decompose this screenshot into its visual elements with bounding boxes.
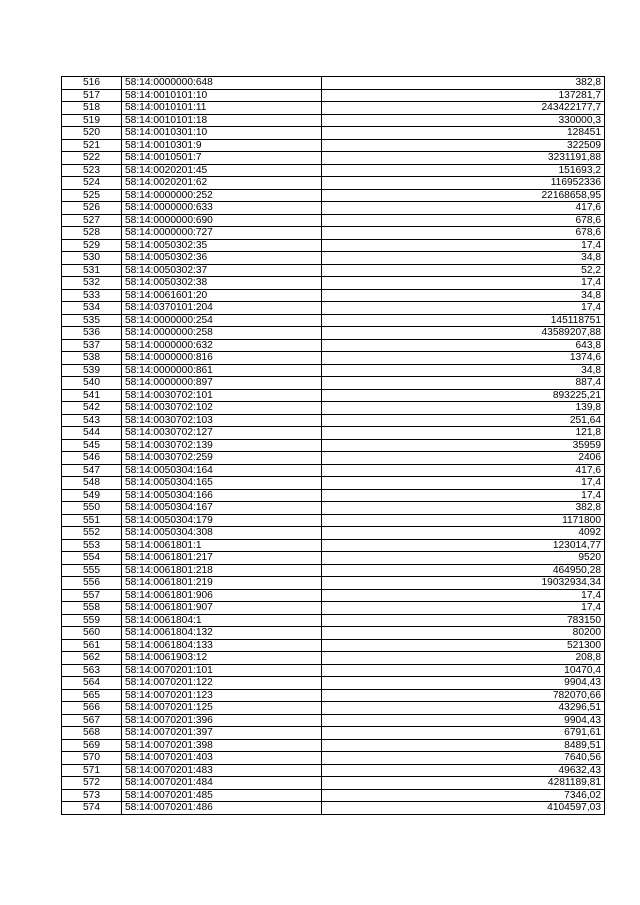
data-table: [61, 76, 605, 815]
row-number: 544: [62, 427, 122, 440]
value-cell: 7346,02: [322, 789, 605, 802]
row-number: 534: [62, 302, 122, 315]
value-cell: 8489,51: [322, 739, 605, 752]
row-number: 553: [62, 539, 122, 552]
table-row: [62, 389, 605, 402]
cadastral-number: 58:14:0061801:217: [122, 552, 322, 565]
value-cell: 243422177,7: [322, 102, 605, 115]
value-cell: 382,8: [322, 502, 605, 515]
table-row: [62, 477, 605, 490]
cadastral-number: 58:14:0050302:36: [122, 252, 322, 265]
cadastral-number: 58:14:0070201:486: [122, 802, 322, 815]
cadastral-number: 58:14:0000000:727: [122, 227, 322, 240]
cadastral-number: 58:14:0050304:308: [122, 527, 322, 540]
table-row: [62, 264, 605, 277]
table-row: [62, 539, 605, 552]
value-cell: 887,4: [322, 377, 605, 390]
table-row: [62, 302, 605, 315]
value-cell: 35959: [322, 439, 605, 452]
row-number: 528: [62, 227, 122, 240]
value-cell: 139,8: [322, 402, 605, 415]
table-row: [62, 739, 605, 752]
cadastral-number: 58:14:0070201:101: [122, 664, 322, 677]
row-number: 529: [62, 239, 122, 252]
cadastral-number: 58:14:0010301:9: [122, 139, 322, 152]
table-row: [62, 777, 605, 790]
cadastral-number: 58:14:0000000:816: [122, 352, 322, 365]
value-cell: 783150: [322, 614, 605, 627]
cadastral-number: 58:14:0061801:219: [122, 577, 322, 590]
cadastral-number: 58:14:0061903:12: [122, 652, 322, 665]
table-row: [62, 489, 605, 502]
value-cell: 151693,2: [322, 164, 605, 177]
table-row: [62, 552, 605, 565]
row-number: 531: [62, 264, 122, 277]
table-row: [62, 602, 605, 615]
value-cell: 123014,77: [322, 539, 605, 552]
table-row: [62, 102, 605, 115]
row-number: 545: [62, 439, 122, 452]
table-row: [62, 139, 605, 152]
cadastral-number: 58:14:0000000:252: [122, 189, 322, 202]
row-number: 543: [62, 414, 122, 427]
value-cell: 17,4: [322, 239, 605, 252]
cadastral-number: 58:14:0070201:484: [122, 777, 322, 790]
cadastral-number: 58:14:0070201:123: [122, 689, 322, 702]
row-number: 557: [62, 589, 122, 602]
cadastral-number: 58:14:0050302:35: [122, 239, 322, 252]
table-row: [62, 439, 605, 452]
cadastral-number: 58:14:0000000:254: [122, 314, 322, 327]
row-number: 556: [62, 577, 122, 590]
table-row: [62, 239, 605, 252]
cadastral-number: 58:14:0061804:132: [122, 627, 322, 640]
row-number: 516: [62, 77, 122, 90]
table-row: [62, 364, 605, 377]
cadastral-number: 58:14:0000000:690: [122, 214, 322, 227]
table-row: [62, 414, 605, 427]
cadastral-number: 58:14:0061801:906: [122, 589, 322, 602]
table-row: [62, 789, 605, 802]
table-row: [62, 177, 605, 190]
row-number: 568: [62, 727, 122, 740]
row-number: 550: [62, 502, 122, 515]
value-cell: 251,64: [322, 414, 605, 427]
value-cell: 17,4: [322, 602, 605, 615]
row-number: 571: [62, 764, 122, 777]
value-cell: 9520: [322, 552, 605, 565]
table-row: [62, 627, 605, 640]
table-row: [62, 377, 605, 390]
table-row: [62, 752, 605, 765]
value-cell: 208,8: [322, 652, 605, 665]
row-number: 517: [62, 89, 122, 102]
cadastral-number: 58:14:0050304:179: [122, 514, 322, 527]
value-cell: 417,6: [322, 202, 605, 215]
value-cell: 128451: [322, 127, 605, 140]
value-cell: 9904,43: [322, 677, 605, 690]
value-cell: 145118751: [322, 314, 605, 327]
value-cell: 6791,61: [322, 727, 605, 740]
row-number: 541: [62, 389, 122, 402]
value-cell: 9904,43: [322, 714, 605, 727]
table-row: [62, 677, 605, 690]
table-row: [62, 189, 605, 202]
table-row: [62, 77, 605, 90]
cadastral-number: 58:14:0061601:20: [122, 289, 322, 302]
value-cell: 417,6: [322, 464, 605, 477]
value-cell: 10470,4: [322, 664, 605, 677]
cadastral-number: 58:14:0030702:102: [122, 402, 322, 415]
row-number: 525: [62, 189, 122, 202]
cadastral-number: 58:14:0030702:259: [122, 452, 322, 465]
table-row: [62, 202, 605, 215]
cadastral-number: 58:14:0050304:164: [122, 464, 322, 477]
row-number: 533: [62, 289, 122, 302]
value-cell: 330000,3: [322, 114, 605, 127]
row-number: 573: [62, 789, 122, 802]
row-number: 518: [62, 102, 122, 115]
cadastral-number: 58:14:0070201:122: [122, 677, 322, 690]
table-row: [62, 89, 605, 102]
value-cell: 1171800: [322, 514, 605, 527]
table-row: [62, 614, 605, 627]
value-cell: 322509: [322, 139, 605, 152]
table-row: [62, 314, 605, 327]
table-row: [62, 427, 605, 440]
value-cell: 17,4: [322, 302, 605, 315]
value-cell: 80200: [322, 627, 605, 640]
row-number: 561: [62, 639, 122, 652]
row-number: 555: [62, 564, 122, 577]
row-number: 548: [62, 477, 122, 490]
cadastral-number: 58:14:0061801:1: [122, 539, 322, 552]
table-row: [62, 727, 605, 740]
row-number: 520: [62, 127, 122, 140]
table-row: [62, 514, 605, 527]
value-cell: 782070,66: [322, 689, 605, 702]
cadastral-number: 58:14:0030702:139: [122, 439, 322, 452]
cadastral-number: 58:14:0010101:18: [122, 114, 322, 127]
cadastral-number: 58:14:0010501:7: [122, 152, 322, 165]
row-number: 551: [62, 514, 122, 527]
value-cell: 464950,28: [322, 564, 605, 577]
table-row: [62, 464, 605, 477]
table-row: [62, 589, 605, 602]
row-number: 554: [62, 552, 122, 565]
table-row: [62, 152, 605, 165]
row-number: 567: [62, 714, 122, 727]
row-number: 546: [62, 452, 122, 465]
value-cell: 2406: [322, 452, 605, 465]
cadastral-number: 58:14:0070201:403: [122, 752, 322, 765]
row-number: 566: [62, 702, 122, 715]
cadastral-number: 58:14:0050304:166: [122, 489, 322, 502]
row-number: 538: [62, 352, 122, 365]
table-body: [62, 77, 605, 815]
value-cell: 893225,21: [322, 389, 605, 402]
cadastral-number: 58:14:0000000:258: [122, 327, 322, 340]
cadastral-number: 58:14:0050302:37: [122, 264, 322, 277]
value-cell: 521300: [322, 639, 605, 652]
value-cell: 643,8: [322, 339, 605, 352]
value-cell: 678,6: [322, 214, 605, 227]
cadastral-number: 58:14:0000000:648: [122, 77, 322, 90]
row-number: 574: [62, 802, 122, 815]
cadastral-number: 58:14:0370101:204: [122, 302, 322, 315]
row-number: 523: [62, 164, 122, 177]
row-number: 563: [62, 664, 122, 677]
value-cell: 43296,51: [322, 702, 605, 715]
row-number: 562: [62, 652, 122, 665]
value-cell: 137281,7: [322, 89, 605, 102]
cadastral-number: 58:14:0070201:125: [122, 702, 322, 715]
row-number: 549: [62, 489, 122, 502]
row-number: 536: [62, 327, 122, 340]
value-cell: 116952336: [322, 177, 605, 190]
table-row: [62, 289, 605, 302]
table-row: [62, 402, 605, 415]
value-cell: 121,8: [322, 427, 605, 440]
cadastral-number: 58:14:0061804:133: [122, 639, 322, 652]
value-cell: 1374,6: [322, 352, 605, 365]
table-row: [62, 452, 605, 465]
cadastral-number: 58:14:0050304:167: [122, 502, 322, 515]
table-row: [62, 702, 605, 715]
value-cell: 17,4: [322, 489, 605, 502]
cadastral-number: 58:14:0061801:218: [122, 564, 322, 577]
row-number: 519: [62, 114, 122, 127]
row-number: 569: [62, 739, 122, 752]
row-number: 522: [62, 152, 122, 165]
table-row: [62, 527, 605, 540]
row-number: 530: [62, 252, 122, 265]
cadastral-number: 58:14:0000000:897: [122, 377, 322, 390]
row-number: 539: [62, 364, 122, 377]
cadastral-number: 58:14:0070201:397: [122, 727, 322, 740]
cadastral-number: 58:14:0061804:1: [122, 614, 322, 627]
row-number: 537: [62, 339, 122, 352]
document-page: [61, 76, 604, 815]
row-number: 527: [62, 214, 122, 227]
cadastral-number: 58:14:0070201:483: [122, 764, 322, 777]
row-number: 564: [62, 677, 122, 690]
table-row: [62, 227, 605, 240]
value-cell: 3231191,88: [322, 152, 605, 165]
table-row: [62, 214, 605, 227]
table-row: [62, 114, 605, 127]
cadastral-number: 58:14:0070201:485: [122, 789, 322, 802]
row-number: 526: [62, 202, 122, 215]
table-row: [62, 277, 605, 290]
value-cell: 52,2: [322, 264, 605, 277]
row-number: 535: [62, 314, 122, 327]
table-row: [62, 689, 605, 702]
value-cell: 19032934,34: [322, 577, 605, 590]
table-row: [62, 564, 605, 577]
row-number: 521: [62, 139, 122, 152]
table-row: [62, 327, 605, 340]
cadastral-number: 58:14:0030702:101: [122, 389, 322, 402]
value-cell: 34,8: [322, 289, 605, 302]
cadastral-number: 58:14:0010101:11: [122, 102, 322, 115]
cadastral-number: 58:14:0050302:38: [122, 277, 322, 290]
cadastral-number: 58:14:0030702:127: [122, 427, 322, 440]
cadastral-number: 58:14:0030702:103: [122, 414, 322, 427]
value-cell: 382,8: [322, 77, 605, 90]
cadastral-number: 58:14:0070201:398: [122, 739, 322, 752]
table-row: [62, 652, 605, 665]
table-row: [62, 252, 605, 265]
cadastral-number: 58:14:0010301:10: [122, 127, 322, 140]
table-row: [62, 764, 605, 777]
row-number: 558: [62, 602, 122, 615]
table-row: [62, 502, 605, 515]
row-number: 570: [62, 752, 122, 765]
row-number: 565: [62, 689, 122, 702]
value-cell: 7640,56: [322, 752, 605, 765]
table-row: [62, 639, 605, 652]
row-number: 559: [62, 614, 122, 627]
cadastral-number: 58:14:0020201:45: [122, 164, 322, 177]
table-row: [62, 714, 605, 727]
row-number: 524: [62, 177, 122, 190]
cadastral-number: 58:14:0070201:396: [122, 714, 322, 727]
row-number: 542: [62, 402, 122, 415]
value-cell: 4281189,81: [322, 777, 605, 790]
row-number: 552: [62, 527, 122, 540]
row-number: 540: [62, 377, 122, 390]
value-cell: 34,8: [322, 364, 605, 377]
row-number: 572: [62, 777, 122, 790]
table-row: [62, 352, 605, 365]
value-cell: 49632,43: [322, 764, 605, 777]
value-cell: 4092: [322, 527, 605, 540]
table-row: [62, 664, 605, 677]
value-cell: 17,4: [322, 589, 605, 602]
cadastral-number: 58:14:0000000:861: [122, 364, 322, 377]
cadastral-number: 58:14:0061801:907: [122, 602, 322, 615]
cadastral-number: 58:14:0020201:62: [122, 177, 322, 190]
cadastral-number: 58:14:0000000:633: [122, 202, 322, 215]
value-cell: 22168658,95: [322, 189, 605, 202]
value-cell: 17,4: [322, 277, 605, 290]
cadastral-number: 58:14:0050304:165: [122, 477, 322, 490]
table-row: [62, 127, 605, 140]
cadastral-number: 58:14:0000000:632: [122, 339, 322, 352]
table-row: [62, 802, 605, 815]
cadastral-number: 58:14:0010101:10: [122, 89, 322, 102]
value-cell: 34,8: [322, 252, 605, 265]
value-cell: 678,6: [322, 227, 605, 240]
table-row: [62, 339, 605, 352]
table-row: [62, 577, 605, 590]
value-cell: 43589207,88: [322, 327, 605, 340]
table-row: [62, 164, 605, 177]
value-cell: 17,4: [322, 477, 605, 490]
row-number: 547: [62, 464, 122, 477]
row-number: 532: [62, 277, 122, 290]
value-cell: 4104597,03: [322, 802, 605, 815]
row-number: 560: [62, 627, 122, 640]
